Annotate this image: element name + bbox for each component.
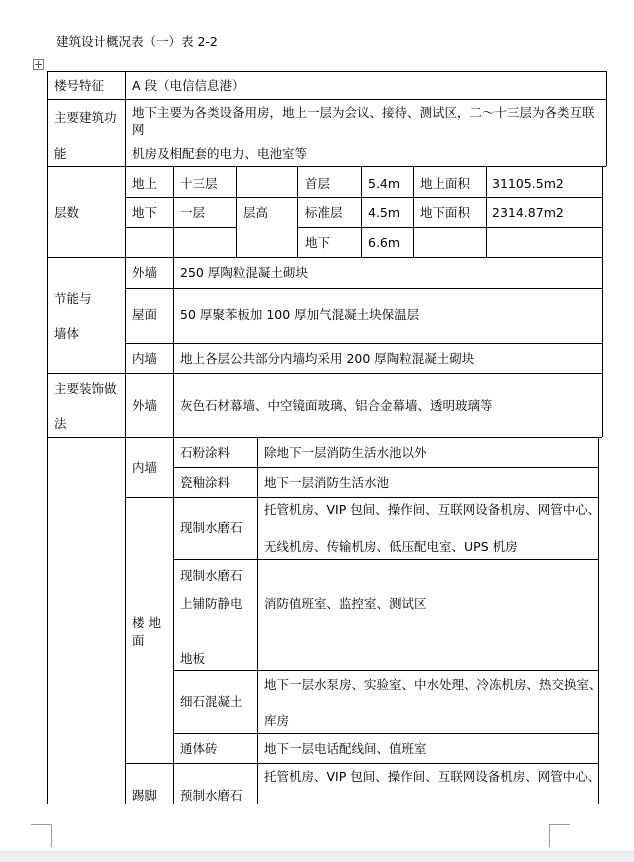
first-floor-value: 5.4m [368, 176, 401, 191]
decor-inner-wall-label: 内墙 [132, 460, 158, 475]
above-area-label: 地上面积 [420, 176, 471, 191]
skirting-label: 踢脚 [132, 788, 158, 803]
above-ground-label: 地上 [132, 176, 158, 191]
full-body-tile-value: 地下一层电话配线间、值班室 [264, 741, 427, 756]
outer-wall-value: 250 厚陶粒混凝土砌块 [180, 265, 308, 280]
floor-label-line-2: 面 [132, 633, 145, 648]
inner-wall-value: 地上各层公共部分内墙均采用 200 厚陶粒混凝土砌块 [180, 351, 475, 366]
decor-label-line-2: 法 [54, 416, 67, 431]
fine-concrete-value-line-1: 地下一层水泵房、实验室、中水处理、冷冻机房、热交换室、 [264, 677, 602, 692]
antistatic-label-line-1: 现制水磨石 [180, 568, 243, 583]
decor-outer-wall-value: 灰色石材幕墙、中空镜面玻璃、铝合金幕墙、透明玻璃等 [180, 398, 493, 413]
floor-height-label: 层高 [243, 205, 269, 220]
decor-outer-wall-label: 外墙 [132, 398, 158, 413]
antistatic-label-line-3: 地板 [180, 651, 206, 666]
decor-label-line-1: 主要装饰做 [54, 381, 117, 396]
floors-label: 层数 [54, 205, 80, 220]
below-area-value: 2314.87m2 [492, 205, 564, 220]
precast-terrazzo-label: 预制水磨石 [180, 788, 243, 803]
function-value-line-3: 机房及相配套的电力、电池室等 [132, 146, 308, 161]
full-body-tile-label: 通体砖 [180, 741, 218, 756]
basement-label: 地下 [305, 235, 331, 250]
table-move-handle-icon[interactable] [33, 59, 44, 70]
above-ground-value: 十三层 [180, 176, 218, 191]
terrazzo-value-line-1: 托管机房、VIP 包间、操作间、互联网设备机房、网管中心、 [264, 502, 601, 517]
function-value-line-1: 地下主要为各类设备用房，地上一层为会议、接待、测试区，二～十三层为各类互联 [132, 105, 595, 120]
first-floor-label: 首层 [305, 176, 331, 191]
inner-wall-label: 内墙 [132, 351, 158, 366]
below-area-label: 地下面积 [420, 205, 471, 220]
antistatic-label-line-2: 上铺防静电 [180, 596, 243, 611]
floor-label-line-1: 楼 地 [132, 615, 161, 630]
enamel-paint-label: 瓷釉涂料 [180, 475, 231, 490]
terrazzo-label: 现制水磨石 [180, 520, 243, 535]
roof-label: 屋面 [132, 307, 158, 322]
fine-concrete-label: 细石混凝土 [180, 694, 243, 709]
above-area-value: 31105.5m2 [492, 176, 564, 191]
function-value-line-2: 网 [132, 122, 145, 137]
terrazzo-value-line-2: 无线机房、传输机房、低压配电室、UPS 机房 [264, 539, 518, 554]
roof-value: 50 厚聚苯板加 100 厚加气混凝土块保温层 [180, 307, 420, 322]
stone-paint-label: 石粉涂料 [180, 445, 231, 460]
page-corner-mark-right [549, 824, 570, 847]
energy-label-line-2: 墙体 [54, 326, 80, 341]
page-bottom-edge [0, 851, 634, 862]
below-ground-value: 一层 [180, 205, 206, 220]
function-label-line-2: 能 [54, 146, 67, 161]
building-label: 楼号特征 [54, 78, 105, 93]
stone-paint-value: 除地下一层消防生活水池以外 [264, 445, 427, 460]
basement-value: 6.6m [368, 235, 401, 250]
precast-terrazzo-value: 托管机房、VIP 包间、操作间、互联网设备机房、网管中心、 [264, 769, 601, 784]
page-corner-mark-left [31, 824, 52, 847]
standard-floor-value: 4.5m [368, 205, 401, 220]
standard-floor-label: 标准层 [305, 205, 343, 220]
outer-wall-label: 外墙 [132, 265, 158, 280]
table-caption: 建筑设计概况表（一）表 2-2 [56, 34, 218, 49]
fine-concrete-value-line-2: 库房 [264, 713, 290, 728]
function-label-line-1: 主要建筑功 [54, 110, 117, 125]
enamel-paint-value: 地下一层消防生活水池 [264, 475, 390, 490]
antistatic-value: 消防值班室、监控室、测试区 [264, 596, 427, 611]
energy-label-line-1: 节能与 [54, 291, 92, 306]
building-value: A 段（电信信息港） [132, 78, 245, 93]
below-ground-label: 地下 [132, 205, 158, 220]
